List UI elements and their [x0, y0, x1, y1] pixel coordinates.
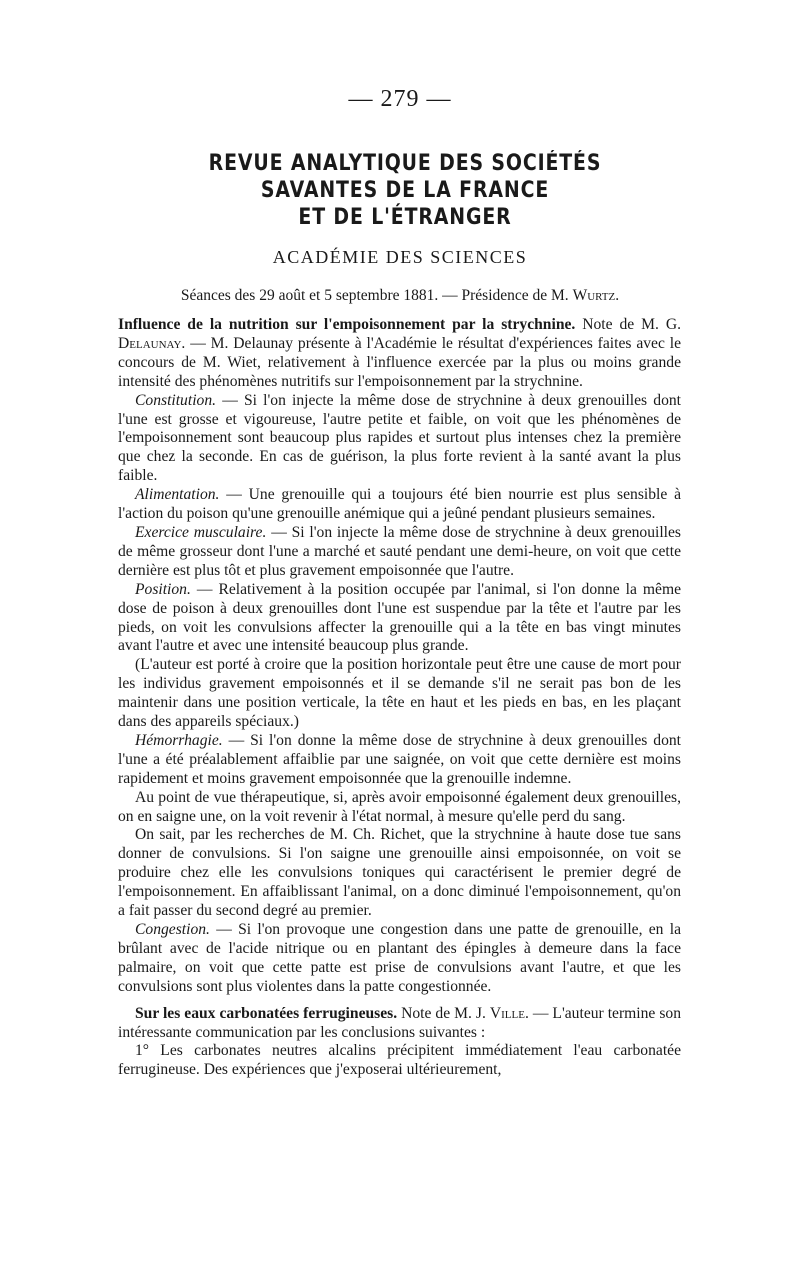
position-label: Position.: [135, 580, 191, 598]
hemorrhagie-label: Hémorrhagie.: [135, 731, 223, 749]
article1-note-prefix: Note de M. G.: [582, 316, 681, 333]
paragraph-parenthetical: (L'auteur est porté à croire que la position horizontale peut être une cause de mort pour les individus gravement empoisonnés et il se demande s'il ne serait pas bon de les maintenir dans une position verticale, la tête en haut et les pieds en bas, en les plaçant dans des appareils spéciaux.): [118, 656, 681, 731]
article2-intro: — L'auteur termine son intéressante communication par les conclusions suivantes :: [118, 1004, 681, 1041]
session-line: [0, 287, 800, 305]
article2-heading: Sur les eaux carbonatées ferrugineuses.: [135, 1004, 398, 1022]
article1-intro: — M. Delaunay présente à l'Académie le résultat d'expériences faites avec le concours de M. Wiet, relativement à l'influence exercée par la plus ou moins grande intensité des phénomènes nutritifs sur l'empoisonnement par la strychnine.: [118, 334, 681, 390]
position-text: — Relativement à la position occupée par l'animal, si l'on donne la même dose de poison à deux grenouilles dont l'une est suspendue par la tête et l'autre par les pieds, on voit les convulsions affecter la grenouille qui a la tête en bas vingt minutes avant l'autre et avec une intensité beaucoup plus grande.: [118, 580, 681, 655]
title-line-2: ET DE L'ÉTRANGER: [298, 205, 512, 230]
paragraph-constitution: [118, 392, 681, 487]
exercice-label: Exercice musculaire.: [135, 523, 267, 541]
constitution-label: Constitution.: [135, 391, 217, 409]
article2-note-prefix: Note de M. J.: [401, 1004, 486, 1022]
article1-intro-paragraph: [118, 316, 681, 392]
journal-section-title: [151, 150, 658, 231]
paragraph-congestion: [118, 921, 681, 997]
paragraph-position: [118, 581, 681, 657]
paragraph-hemorrhagie: [118, 732, 681, 789]
alimentation-text: — Une grenouille qui a toujours été bien nourrie est plus sensible à l'action du poison qu'une grenouille anémique qui a jeûné pendant plusieurs semaines.: [118, 486, 681, 523]
article1-author: Delaunay.: [118, 334, 186, 352]
title-line-1: REVUE ANALYTIQUE DES SOCIÉTÉS SAVANTES DE LA FRANCE: [208, 151, 602, 203]
paragraph-conclusion-1: 1° Les carbonates neutres alcalins précipitent immédiatement l'eau carbonatée ferrugineuse. Des expériences que j'exposerai ultérieurement,: [118, 1042, 681, 1079]
article-body: [118, 316, 681, 1080]
paragraph-exercice: [118, 524, 681, 581]
constitution-text: — Si l'on injecte la même dose de strychnine à deux grenouilles dont l'une est grosse et vigoureuse, l'autre petite et faible, on voit que les phénomènes de l'empoisonnement sont beaucoup plus rapides et surtout plus intenses chez la première que chez la seconde. En cas de guérison, la plus forte revient à la santé avant la plus faible.: [118, 391, 681, 485]
exercice-text: — Si l'on injecte la même dose de strychnine à deux grenouilles de même grosseur dont l'une a marché et sauté pendant une demi-heure, on voit que cette dernière est plus tôt et plus gravement empoisonnée que l'autre.: [118, 523, 681, 579]
hemorrhagie-text: — Si l'on donne la même dose de strychnine à deux grenouilles dont l'une a été préalablement affaiblie par une saignée, on voit que cette dernière est moins rapidement et moins gravement empoisonnée que la grenouille indemne.: [118, 731, 681, 787]
session-text: Séances des 29 août et 5 septembre 1881. — Présidence de M.: [180, 287, 569, 304]
paragraph-therapeutic: Au point de vue thérapeutique, si, après avoir empoisonné également deux grenouilles, on en saigne une, on la voit revenir à l'état normal, à mesure qu'elle perd du sang.: [118, 788, 681, 825]
president-name: Wurtz.: [572, 287, 620, 304]
paragraph-alimentation: [118, 486, 681, 524]
page-number: — 279 —: [348, 86, 452, 112]
alimentation-label: Alimentation.: [135, 486, 220, 504]
article-separator: [118, 997, 681, 1005]
article2-author: Ville.: [489, 1004, 529, 1022]
section-heading: ACADÉMIE DES SCIENCES: [272, 247, 528, 267]
article1-heading: Influence de la nutrition sur l'empoisonnement par la strychnine.: [118, 316, 576, 333]
congestion-text: — Si l'on provoque une congestion dans une patte de grenouille, en la brûlant avec de l'acide nitrique ou en plantant des épingles à demeure dans la face palmaire, on voit que cette patte est prise de convulsions avant l'autre, et que les convulsions sont plus violentes dans la patte congestionnée.: [118, 921, 681, 995]
paragraph-richet: On sait, par les recherches de M. Ch. Richet, que la strychnine à haute dose tue sans donner de convulsions. Si l'on saigne une grenouille ainsi empoisonnée, on voit se produire chez elle les convulsions toniques qui caractérisent le premier degré de l'empoisonnement. En affaiblissant l'animal, on a donc diminué l'empoisonnement, qu'on a fait passer du second degré au premier.: [118, 826, 681, 920]
congestion-label: Congestion.: [135, 921, 210, 938]
article2-intro-paragraph: [118, 1005, 681, 1043]
